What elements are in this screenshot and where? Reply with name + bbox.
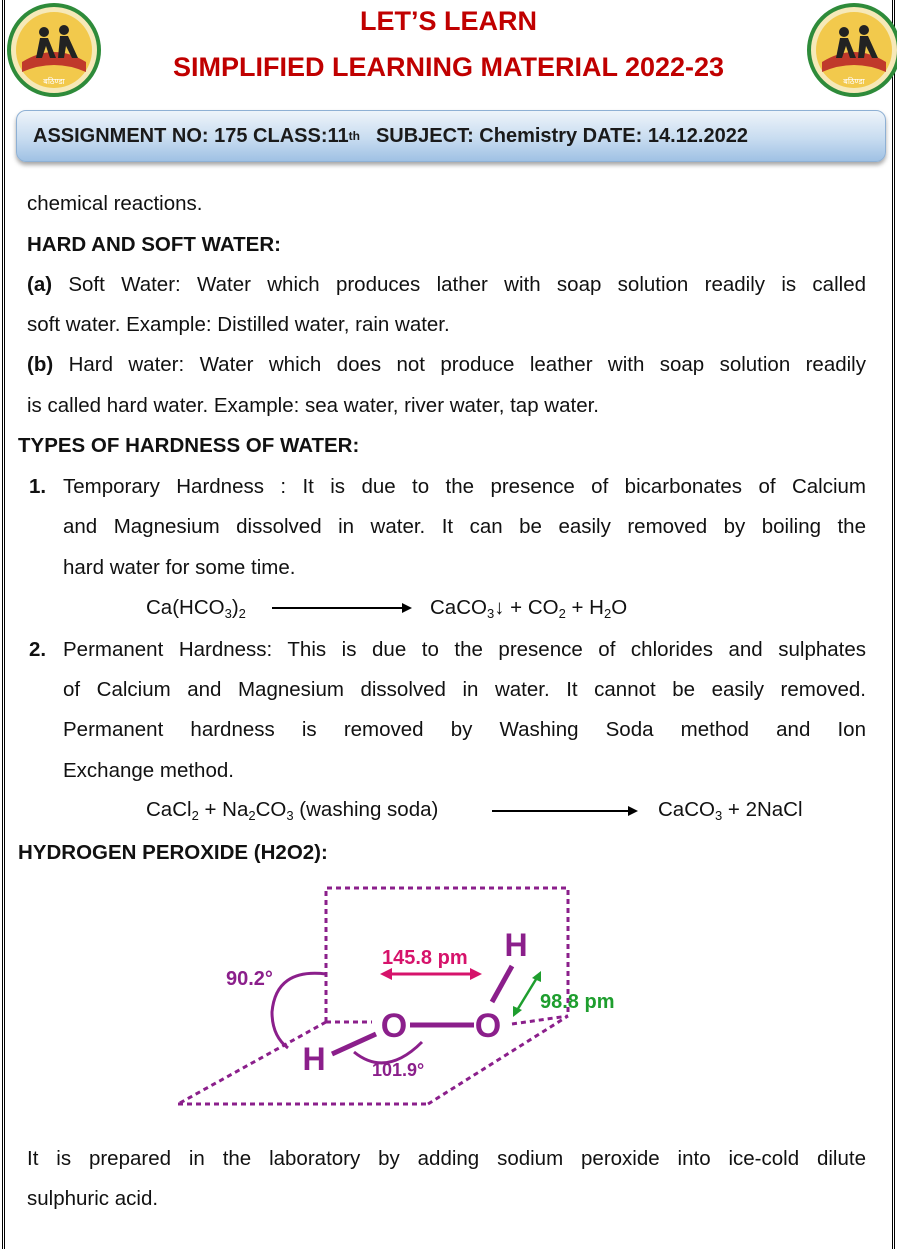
hard-water-line-1 (27, 353, 866, 377)
hard-water-text: Hard water: Water which does not produce leather with soap solution readily (53, 353, 866, 376)
atom-o-right: O (474, 1007, 502, 1045)
label-bond-angle: 101.9° (372, 1060, 425, 1080)
permanent-hardness-line-1: Permanent Hardness: This is due to the presence of chlorides and sulphates (63, 638, 866, 661)
oo-arrowhead-left (380, 968, 392, 980)
reaction-arrow-1 (272, 607, 410, 609)
equation-2-products: CaCO$_3$ + 2NaCl (658, 798, 803, 823)
heading-hard-soft-water: HARD AND SOFT WATER: (27, 233, 281, 256)
assignment-banner (16, 110, 886, 162)
header-title: LET’S LEARN (359, 6, 537, 36)
class-suffix: th (348, 129, 360, 143)
permanent-hardness-line-3: Permanent hardness is removed by Washing Soda method and Ion (63, 718, 866, 741)
oh-distance-arrow (516, 976, 538, 1012)
logo-lettering: बठिण्डा (43, 77, 65, 86)
equation-1-reactant: $Ca(HCO_3)_2$ (146, 596, 246, 621)
soft-water-line-1 (27, 273, 866, 297)
reaction-arrow-2 (492, 810, 636, 812)
label-oh-bond-length: 98.8 pm (540, 991, 615, 1013)
label-a: (a) (27, 273, 53, 296)
label-oo-bond-length: 145.8 pm (382, 947, 468, 969)
subject-date: SUBJECT: Chemistry DATE: 14.12.2022 (375, 124, 748, 147)
page-border-left (2, 0, 5, 1249)
hard-water-line-2: is called hard water. Example: sea water, river water, tap water. (27, 394, 599, 417)
atom-h-top: H (504, 927, 528, 963)
h2o2-structure-diagram (136, 882, 723, 1116)
atom-o-left: O (380, 1007, 408, 1045)
label-dihedral-angle: 90.2° (226, 968, 273, 990)
oo-arrowhead-right (470, 968, 482, 980)
soft-water-text: Soft Water: Water which produces lather with soap solution readily is called (52, 273, 866, 296)
list-number-2: 2. (29, 638, 47, 661)
page-border-right (892, 0, 895, 1249)
bond-o-h-left (332, 1034, 376, 1054)
assignment-info: ASSIGNMENT NO: 175 CLASS:11 (33, 124, 349, 147)
heading-hydrogen-peroxide: HYDROGEN PEROXIDE (H2O2): (18, 841, 328, 864)
temporary-hardness-line-3: hard water for some time. (63, 556, 296, 579)
text-line: chemical reactions. (27, 192, 203, 215)
logo-lettering: बठिण्डा (843, 77, 865, 86)
label-b: (b) (27, 353, 54, 376)
permanent-hardness-line-2: of Calcium and Magnesium dissolved in water. It cannot be easily removed. (63, 678, 866, 701)
soft-water-line-2: soft water. Example: Distilled water, rain water. (27, 313, 450, 336)
equation-2-reactants: CaCl$_2$ + $Na_2CO_3$ (washing soda) (146, 798, 439, 823)
header-subtitle: SIMPLIFIED LEARNING MATERIAL 2022-23 (172, 52, 725, 82)
temporary-hardness-line-2: and Magnesium dissolved in water. It can be easily removed by boiling the (63, 515, 866, 538)
atom-h-left: H (302, 1041, 326, 1077)
preparation-line-2: sulphuric acid. (27, 1187, 159, 1210)
temporary-hardness-line-1: Temporary Hardness : It is due to the presence of bicarbonates of Calcium (63, 475, 866, 498)
heading-types-of-hardness: TYPES OF HARDNESS OF WATER: (18, 434, 360, 457)
list-number-1: 1. (29, 475, 47, 498)
preparation-line-1: It is prepared in the laboratory by adding sodium peroxide into ice-cold dilute (27, 1147, 866, 1170)
bond-o-h-right (492, 966, 512, 1002)
equation-1-products: CaCO$_3$↓ + $CO_2 + H_2O$ (430, 596, 628, 621)
permanent-hardness-line-4: Exchange method. (63, 759, 234, 782)
